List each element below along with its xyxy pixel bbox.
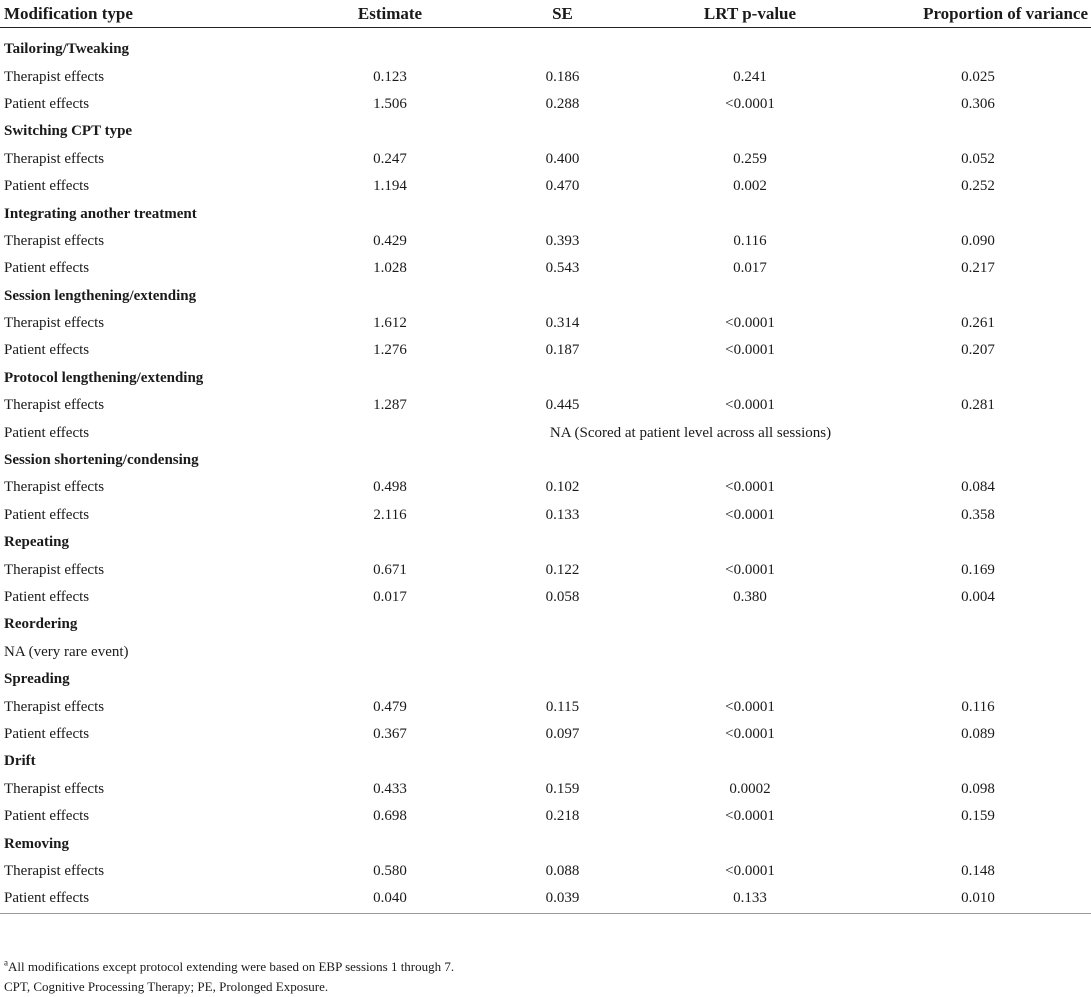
cell-estimate: 1.194 — [373, 178, 407, 195]
cell-lrt-p-value: 0.259 — [733, 150, 767, 167]
table-row — [0, 639, 1091, 666]
table-row — [0, 91, 1091, 118]
row-label: Patient effects — [4, 725, 90, 742]
cell-estimate: 0.479 — [373, 698, 407, 715]
header-modification-type: Modification type — [0, 0, 290, 28]
cell-estimate: 1.028 — [373, 260, 407, 277]
cell-se: 0.159 — [545, 780, 580, 797]
cell-proportion-of-variance: 0.281 — [961, 397, 995, 414]
group-name: Integrating another treatment — [4, 205, 197, 222]
cell-lrt-p-value: 0.002 — [733, 178, 767, 195]
cell-se: 0.133 — [545, 506, 580, 523]
row-label: Patient effects — [4, 808, 90, 825]
footnote-abbreviations: CPT, Cognitive Processing Therapy; PE, Prolonged Exposure. — [4, 979, 329, 994]
row-label: Therapist effects — [4, 561, 105, 578]
cell-se: 0.058 — [545, 589, 580, 605]
cell-lrt-p-value: 0.017 — [733, 260, 767, 277]
cell-lrt-p-value: <0.0001 — [725, 506, 775, 523]
cell-se: 0.288 — [545, 95, 580, 112]
row-note: NA (Scored at patient level across all sessions) — [549, 424, 832, 441]
cell-estimate: 0.017 — [373, 589, 407, 605]
footnote-a-text: All modifications except protocol extending were based on EBP sessions 1 through 7. — [8, 959, 455, 974]
cell-estimate: 0.367 — [373, 725, 407, 742]
cell-proportion-of-variance: 0.010 — [865, 885, 1091, 913]
table-row — [0, 885, 1091, 913]
cell-proportion-of-variance: 0.252 — [961, 178, 995, 195]
footnote-a — [4, 957, 1084, 977]
table-row — [0, 419, 1091, 446]
cell-proportion-of-variance: 0.004 — [961, 589, 995, 605]
cell-se: 0.470 — [545, 178, 580, 195]
cell-estimate: 0.671 — [373, 561, 407, 578]
table-row — [0, 556, 1091, 583]
group-name: Drift — [4, 753, 36, 770]
footnote-a-marker: a — [4, 957, 8, 968]
cell-estimate — [290, 639, 490, 666]
cell-lrt-p-value: 0.133 — [635, 885, 865, 913]
table-row — [0, 337, 1091, 364]
cell-proportion-of-variance: 0.052 — [961, 150, 995, 167]
group-name: Session lengthening/extending — [4, 287, 197, 304]
cell-lrt-p-value: <0.0001 — [725, 315, 775, 332]
table-row — [0, 502, 1091, 529]
table-row — [0, 693, 1091, 720]
group-row — [0, 365, 1091, 392]
table-row — [0, 173, 1091, 200]
row-label: Patient effects — [4, 260, 90, 277]
cell-se: 0.187 — [545, 342, 580, 359]
header-row — [0, 0, 1091, 28]
cell-lrt-p-value: 0.241 — [733, 68, 767, 85]
row-label: Therapist effects — [4, 315, 105, 332]
cell-lrt-p-value: <0.0001 — [725, 725, 775, 742]
cell-se: 0.039 — [490, 885, 635, 913]
cell-lrt-p-value: <0.0001 — [725, 95, 775, 112]
table-row — [0, 146, 1091, 173]
group-name: Spreading — [4, 671, 70, 688]
table-row — [0, 63, 1091, 90]
cell-proportion-of-variance: 0.098 — [961, 780, 995, 797]
row-label: Therapist effects — [4, 780, 105, 797]
row-label: Therapist effects — [4, 68, 105, 85]
cell-se: 0.218 — [545, 808, 580, 825]
row-label: Therapist effects — [4, 698, 105, 715]
cell-estimate: 0.040 — [290, 885, 490, 913]
group-name: Switching CPT type — [4, 123, 133, 140]
row-label: Therapist effects — [4, 862, 105, 879]
cell-estimate: 1.276 — [373, 342, 407, 359]
cell-lrt-p-value: 0.0002 — [729, 780, 771, 797]
cell-se: 0.097 — [545, 725, 580, 742]
table-row — [0, 392, 1091, 419]
cell-lrt-p-value: <0.0001 — [725, 808, 775, 825]
table-row — [0, 228, 1091, 255]
cell-proportion-of-variance: 0.306 — [961, 95, 995, 112]
cell-lrt-p-value: <0.0001 — [725, 862, 775, 879]
cell-proportion-of-variance: 0.169 — [961, 561, 995, 578]
header-estimate: Estimate — [290, 0, 490, 28]
table-row — [0, 721, 1091, 748]
row-label: Therapist effects — [4, 479, 105, 496]
group-name: Removing — [4, 835, 69, 852]
group-row — [0, 748, 1091, 775]
cell-lrt-p-value: <0.0001 — [725, 561, 775, 578]
cell-proportion-of-variance: 0.159 — [961, 808, 995, 825]
cell-estimate: 0.429 — [373, 232, 407, 249]
row-label: Patient effects — [0, 885, 290, 913]
cell-proportion-of-variance: 0.148 — [961, 862, 995, 879]
group-name: Tailoring/Tweaking — [4, 41, 130, 58]
group-row — [0, 611, 1091, 638]
cell-estimate: 0.247 — [373, 150, 407, 167]
cell-se: 0.102 — [545, 479, 580, 496]
group-name: Protocol lengthening/extending — [4, 369, 204, 386]
group-row — [0, 830, 1091, 857]
cell-estimate: 0.580 — [373, 862, 407, 879]
row-label: Therapist effects — [4, 232, 105, 249]
cell-se: 0.115 — [545, 698, 580, 715]
cell-lrt-p-value — [635, 639, 865, 666]
cell-proportion-of-variance: 0.217 — [961, 260, 995, 277]
table-row — [0, 310, 1091, 337]
header-lrt-p-value: LRT p-value — [635, 0, 865, 28]
row-label: Patient effects — [4, 342, 90, 359]
table-row — [0, 776, 1091, 803]
cell-estimate: 2.116 — [373, 506, 407, 523]
cell-proportion-of-variance — [865, 639, 1091, 666]
group-name: Repeating — [4, 534, 69, 551]
cell-proportion-of-variance: 0.089 — [961, 725, 995, 742]
cell-lrt-p-value: <0.0001 — [725, 479, 775, 496]
cell-estimate: 0.698 — [373, 808, 407, 825]
row-label: Therapist effects — [4, 150, 105, 167]
group-name: Reordering — [4, 616, 78, 633]
cell-proportion-of-variance: 0.116 — [961, 698, 995, 715]
row-label: Patient effects — [4, 506, 90, 523]
cell-estimate: 1.506 — [373, 95, 407, 112]
table-row — [0, 474, 1091, 501]
group-row — [0, 666, 1091, 693]
table-row — [0, 858, 1091, 885]
spacer-row — [0, 28, 1091, 37]
cell-proportion-of-variance: 0.358 — [961, 506, 995, 523]
row-label: Therapist effects — [4, 397, 105, 414]
cell-lrt-p-value: 0.380 — [733, 589, 767, 605]
cell-proportion-of-variance: 0.084 — [961, 479, 995, 496]
table-footnotes — [4, 957, 1084, 997]
cell-estimate: 0.123 — [373, 68, 407, 85]
cell-lrt-p-value: 0.116 — [733, 232, 767, 249]
cell-se: 0.122 — [545, 561, 580, 578]
cell-se: 0.314 — [545, 315, 580, 332]
group-name: Session shortening/condensing — [4, 452, 199, 469]
row-label: Patient effects — [4, 424, 90, 441]
cell-se: 0.186 — [545, 68, 580, 85]
row-label: Patient effects — [4, 589, 90, 605]
cell-se — [490, 639, 635, 666]
header-proportion-of-variance: Proportion of variance — [865, 0, 1091, 28]
table-row — [0, 255, 1091, 282]
cell-lrt-p-value: <0.0001 — [725, 698, 775, 715]
group-row — [0, 200, 1091, 227]
cell-proportion-of-variance: 0.090 — [961, 232, 995, 249]
cell-estimate: 0.433 — [373, 780, 407, 797]
row-label: Patient effects — [4, 95, 90, 112]
group-row — [0, 283, 1091, 310]
cell-proportion-of-variance: 0.207 — [961, 342, 995, 359]
group-row — [0, 447, 1091, 474]
row-label: Patient effects — [4, 178, 90, 195]
cell-se: 0.393 — [545, 232, 580, 249]
cell-lrt-p-value: <0.0001 — [725, 397, 775, 414]
cell-se: 0.088 — [545, 862, 580, 879]
table-body — [0, 28, 1091, 914]
table-row — [0, 803, 1091, 830]
group-row — [0, 36, 1091, 63]
spacer-cell — [0, 28, 1091, 37]
cell-proportion-of-variance: 0.261 — [961, 315, 995, 332]
cell-se: 0.400 — [545, 150, 580, 167]
cell-proportion-of-variance: 0.025 — [961, 68, 995, 85]
cell-estimate: 1.612 — [373, 315, 407, 332]
group-row — [0, 529, 1091, 556]
cell-lrt-p-value: <0.0001 — [725, 342, 775, 359]
cell-se: 0.543 — [545, 260, 580, 277]
cell-se: 0.445 — [545, 397, 580, 414]
row-label: NA (very rare event) — [4, 643, 129, 660]
header-se: SE — [490, 0, 635, 28]
table-row — [0, 584, 1091, 611]
cell-estimate: 1.287 — [373, 397, 407, 414]
cell-estimate: 0.498 — [373, 479, 407, 496]
group-row — [0, 118, 1091, 145]
